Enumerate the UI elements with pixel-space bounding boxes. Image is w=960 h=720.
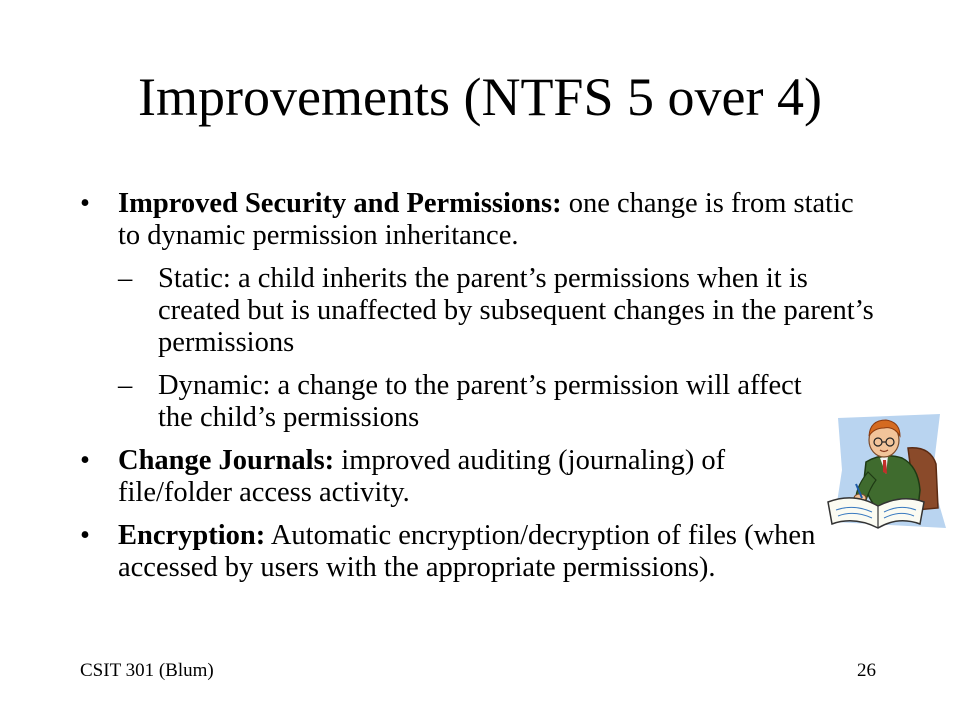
bullet-text: one change is from static to dynamic permission inheritance.: [118, 188, 854, 251]
bullet-marker: •: [80, 188, 90, 219]
sub-bullet-dynamic: [80, 370, 838, 434]
sub-bullet-marker: –: [118, 370, 133, 401]
bullet-label: Improved Security and Permissions:: [118, 188, 562, 219]
slide-title: Improvements (NTFS 5 over 4): [138, 67, 822, 127]
footer-course: CSIT 301 (Blum): [80, 660, 214, 681]
sub-bullet-static: [80, 263, 880, 359]
bullet-change-journals: [80, 445, 798, 509]
sub-bullet-text: Dynamic: a change to the parent’s permission will affect the child’s permissions: [158, 370, 802, 433]
bullet-text: Automatic encryption/decryption of files (when accessed by users with the appropriate permissions).: [118, 520, 816, 583]
bullet-encryption: [80, 520, 880, 584]
bullet-label: Encryption:: [118, 520, 266, 551]
bullet-label: Change Journals:: [118, 445, 335, 476]
sub-bullet-text: Static: a child inherits the parent’s permissions when it is created but is unaffected by subsequent changes in the parent’s permissions: [158, 263, 874, 358]
person-reading-book-icon: [820, 410, 948, 532]
bullet-marker: •: [80, 520, 90, 551]
bullet-security-permissions: [80, 188, 880, 252]
sub-bullet-marker: –: [118, 263, 133, 294]
footer-page-number: 26: [857, 660, 876, 681]
slide-content: [80, 188, 880, 595]
bullet-marker: •: [80, 445, 90, 476]
bullet-text: improved auditing (journaling) of file/folder access activity.: [118, 445, 726, 508]
